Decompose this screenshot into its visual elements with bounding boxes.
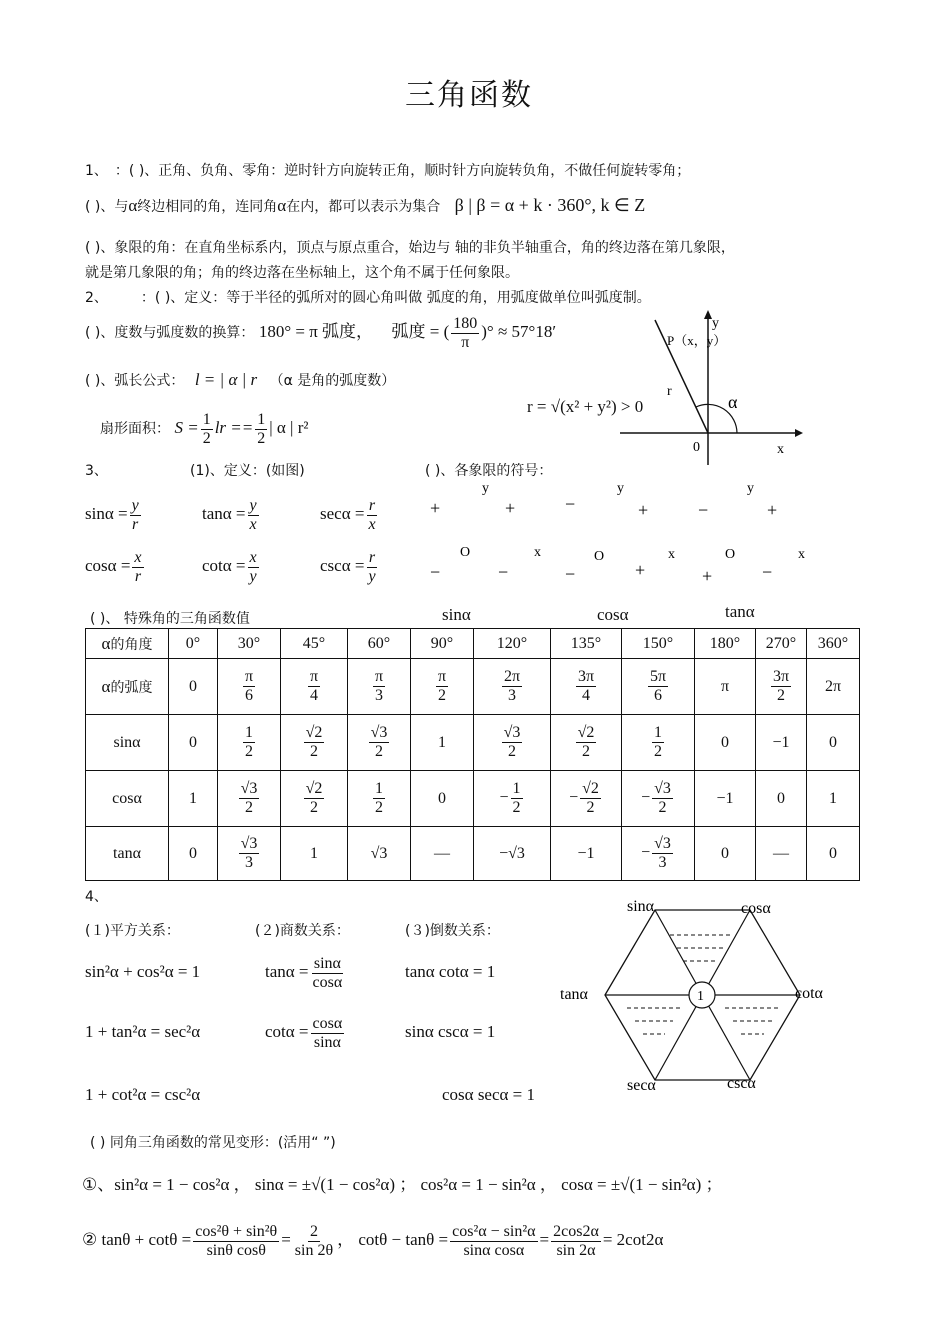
sec1-number: 1、: [85, 163, 101, 179]
table-cell: $\frac{1}{2}$: [348, 771, 411, 827]
table-cell: 150°: [622, 629, 695, 659]
table-cell: $\frac{3\pi}{2}$: [756, 659, 807, 715]
table-cell: − $\frac{√2}{2}$: [551, 771, 622, 827]
sec3-signs-heading: ( )、各象限的符号：: [425, 463, 553, 479]
svg-text:+: +: [430, 498, 441, 518]
hexagon-center-label: 1: [697, 989, 704, 1004]
unit-angle-diagram: [615, 305, 805, 465]
table-cell: −1: [551, 827, 622, 881]
sec2-text3: ( )、弧长公式：: [85, 373, 185, 389]
table-cell: − $\frac{√3}{3}$: [622, 827, 695, 881]
reciprocal-identity-2: sinα cscα = 1: [405, 1022, 496, 1041]
sec1-line1: [85, 160, 690, 180]
table-cell: − $\frac{√3}{2}$: [622, 771, 695, 827]
table-cell: 0: [695, 715, 756, 771]
table-cell: $\frac{3\pi}{4}$: [551, 659, 622, 715]
page-title: 三角函数: [405, 78, 533, 113]
table-cell: 1: [169, 771, 218, 827]
table-row: [86, 659, 860, 715]
y-label: y: [712, 316, 719, 331]
sec2-line2: [85, 312, 556, 353]
sec1-text2a: ( )、与: [85, 199, 129, 215]
table-cell: −1: [695, 771, 756, 827]
hex-cos-label: cosα: [741, 900, 771, 917]
sec2-text1: ：( )、定义：等于半径的弧所对的圆心角叫做 弧度的角，用弧度做单位叫弧度制。: [140, 290, 651, 306]
transform-line-1: ①、sin²α = 1 − cos²α ， sinα = ±√(1 − cos²α) ； cos²α = 1 − sin²α ， cosα = ±√(1 − sin²α) ；: [82, 1175, 723, 1194]
sector-area-alpha: | α | r²: [269, 418, 309, 437]
table-cell: 0: [169, 827, 218, 881]
table-cell: 30°: [218, 629, 281, 659]
table-cell: $\frac{√2}{2}$: [551, 715, 622, 771]
sec2-text2: ( )、度数与弧度数的换算：: [85, 325, 255, 341]
svg-text:−: −: [565, 494, 576, 514]
table-cell: $\frac{√2}{2}$: [281, 715, 348, 771]
svg-text:x: x: [668, 547, 675, 562]
row-label: cosα: [86, 771, 169, 827]
sec2-line3: [85, 370, 395, 390]
quotient-identity-cot: cotα = $\frac{\cos\alpha}{\sin\alpha}$: [265, 1014, 343, 1051]
svg-text:+: +: [635, 560, 646, 580]
table-cell: $\frac{1}{2}$: [218, 715, 281, 771]
table-row: [86, 771, 860, 827]
csc-definition: cscα = $\frac{r}{y}$: [320, 548, 376, 585]
origin-label: 0: [693, 440, 700, 455]
sec1-line3: ( )、象限的角：在直角坐标系内，顶点与原点重合，始边与 轴的非负半轴重合，角的终边落在第几象限，: [85, 240, 735, 256]
sin-definition: sinα = $\frac{y}{r}$: [85, 496, 139, 533]
arc-length-formula: l = | α | r: [194, 370, 258, 389]
row-label: α的角度: [86, 629, 169, 659]
tan-header-label: tanα: [725, 602, 755, 621]
svg-text:x: x: [534, 545, 541, 560]
transform-line-2: ② tanθ + cotθ = $\frac{\text{cos²θ + sin²θ}}{\text{sinθ cosθ}}$ = $\frac{2}{\sin 2\theta}$ ， cotθ − tanθ = $\frac{\text{cos²α − sin²α}}{\text{sinα cosα}}$ = $\frac{2\cos 2\alpha}{\sin 2\alpha}$ = 2cot2α: [82, 1222, 664, 1259]
table-cell: 270°: [756, 629, 807, 659]
x-axis-arrow-icon: [795, 429, 803, 437]
table-cell: √3: [348, 827, 411, 881]
table-cell: $\frac{√3}{3}$: [218, 827, 281, 881]
sector-area-s: S =: [174, 418, 199, 437]
svg-text:O: O: [460, 545, 471, 560]
table-cell: $\frac{\pi}{3}$: [348, 659, 411, 715]
alpha-symbol: α: [277, 196, 287, 215]
table-cell: —: [411, 827, 474, 881]
alpha-symbol: α: [128, 196, 138, 215]
table-cell: 0: [807, 715, 860, 771]
sec1-line2: [85, 195, 645, 216]
table-cell: $\frac{5\pi}{6}$: [622, 659, 695, 715]
table-cell: 0: [756, 771, 807, 827]
table-cell: $\frac{2\pi}{3}$: [474, 659, 551, 715]
svg-text:−: −: [430, 562, 441, 582]
sec3-definition: (1)、定义：(如图): [190, 463, 305, 479]
table-cell: 135°: [551, 629, 622, 659]
radius-formula: r = √(x² + y²) > 0: [527, 397, 644, 416]
table-row: [86, 827, 860, 881]
sec1-text1: ：( )、正角、负角、零角：逆时针方向旋转正角，顺时针方向旋转负角，不做任何旋转零角；: [114, 163, 691, 179]
table-cell: 360°: [807, 629, 860, 659]
svg-text:+: +: [505, 498, 516, 518]
table-cell: 0: [411, 771, 474, 827]
pythagorean-identity-2: 1 + tan²α = sec²α: [85, 1022, 201, 1041]
table-cell: $\frac{1}{2}$: [622, 715, 695, 771]
row-label: α的弧度: [86, 659, 169, 715]
table-cell: 0: [169, 659, 218, 715]
sec1-text2b: 终边相同的角，连同角: [137, 199, 278, 215]
tan-definition: tanα = $\frac{y}{x}$: [202, 496, 257, 533]
x-label: x: [777, 442, 784, 457]
table-cell: − $\frac{1}{2}$: [474, 771, 551, 827]
hexagon-identity-diagram: [555, 890, 845, 1100]
svg-text:−: −: [498, 562, 509, 582]
svg-text:−: −: [698, 500, 709, 520]
angle-label: α: [728, 392, 738, 412]
table-cell: 1: [807, 771, 860, 827]
table-cell: 45°: [281, 629, 348, 659]
table-cell: $\frac{√3}{2}$: [218, 771, 281, 827]
table-cell: 0: [169, 715, 218, 771]
svg-text:y: y: [617, 481, 624, 496]
table-row: [86, 629, 860, 659]
sec2-line4: [100, 408, 308, 449]
rad-deg-b: )° ≈ 57°18′: [481, 322, 557, 341]
table-cell: 0: [695, 827, 756, 881]
hex-tan-label: tanα: [560, 986, 588, 1003]
svg-text:y: y: [747, 481, 754, 496]
tan-quadrant-signs: [698, 481, 805, 586]
special-angles-table: [85, 628, 860, 881]
table-cell: $\frac{√3}{2}$: [474, 715, 551, 771]
svg-text:x: x: [798, 547, 805, 562]
table-cell: −√3: [474, 827, 551, 881]
svg-text:−: −: [762, 562, 773, 582]
sec2-number: 2、: [85, 290, 101, 306]
quadrant-signs-diagrams: [420, 478, 820, 588]
table-cell: −1: [756, 715, 807, 771]
square-relation-heading: (１)平方关系：: [85, 923, 180, 939]
sector-area-lr: lr ==: [214, 418, 254, 437]
cos-definition: cosα = $\frac{x}{r}$: [85, 548, 142, 585]
table-cell: π: [695, 659, 756, 715]
table-cell: —: [756, 827, 807, 881]
svg-text:−: −: [565, 564, 576, 584]
svg-text:+: +: [702, 566, 713, 586]
half-fraction: $\frac{1}{2}$: [257, 410, 266, 447]
hex-csc-label: cscα: [727, 1075, 756, 1092]
pythagorean-identity-3: 1 + cot²α = csc²α: [85, 1085, 201, 1104]
sin-header-label: sinα: [442, 605, 471, 624]
reciprocal-identity-1: tanα cotα = 1: [405, 962, 496, 981]
special-angles-heading: ( )、 特殊角的三角函数值: [90, 611, 250, 627]
cos-header-label: cosα: [597, 605, 629, 624]
table-cell: $\frac{\pi}{6}$: [218, 659, 281, 715]
sec1-text2c: 在内，都可以表示为集合: [286, 199, 441, 215]
svg-text:+: +: [767, 500, 778, 520]
angle-set-formula: β | β = α + k · 360°, k ∈ Z: [454, 195, 646, 215]
table-cell: 2π: [807, 659, 860, 715]
quotient-identity-tan: tanα = $\frac{\sin\alpha}{\cos\alpha}$: [265, 954, 343, 991]
table-cell: 0: [807, 827, 860, 881]
table-cell: 120°: [474, 629, 551, 659]
rad-deg-a: 弧度 = (: [391, 322, 450, 341]
radius-label: r: [667, 384, 672, 399]
sin-quadrant-signs: [430, 481, 541, 582]
row-label: sinα: [86, 715, 169, 771]
cot-definition: cotα = $\frac{x}{y}$: [202, 548, 257, 585]
svg-text:O: O: [594, 549, 605, 564]
svg-text:+: +: [638, 500, 649, 520]
quotient-relation-heading: (２)商数关系：: [255, 923, 350, 939]
sector-area-label: 扇形面积：: [100, 421, 170, 437]
reciprocal-identity-3: cosα secα = 1: [442, 1085, 536, 1104]
sec2-line1: [85, 287, 651, 307]
table-cell: $\frac{√2}{2}$: [281, 771, 348, 827]
deg-rad-conversion: 180° = π 弧度，: [258, 322, 374, 341]
sec1-line4: 就是第几象限的角；角的终边落在坐标轴上，这个角不属于任何象限。: [85, 265, 519, 281]
svg-text:y: y: [482, 481, 489, 496]
table-cell: $\frac{\pi}{4}$: [281, 659, 348, 715]
table-cell: $\frac{√3}{2}$: [348, 715, 411, 771]
sec3-number: 3、: [85, 463, 108, 479]
table-cell: 1: [281, 827, 348, 881]
sec5-heading: ( ) 同角三角函数的常见变形：(活用“ ”): [90, 1135, 336, 1151]
table-row: [86, 715, 860, 771]
sec4-number: 4、: [85, 889, 108, 905]
y-axis-arrow-icon: [704, 310, 712, 319]
point-p-label: P（x，y）: [667, 333, 727, 348]
hex-sin-label: sinα: [627, 898, 655, 915]
cos-quadrant-signs: [565, 481, 675, 584]
table-cell: 180°: [695, 629, 756, 659]
table-cell: 0°: [169, 629, 218, 659]
arc-length-note: （α 是角的弧度数）: [269, 373, 396, 389]
pythagorean-identity-1: sin²α + cos²α = 1: [85, 962, 201, 981]
reciprocal-relation-heading: (３)倒数关系：: [405, 923, 500, 939]
svg-text:O: O: [725, 547, 736, 562]
half-fraction: $\frac{1}{2}$: [202, 410, 211, 447]
hex-cot-label: cotα: [795, 985, 823, 1002]
sec-definition: secα = $\frac{r}{x}$: [320, 496, 376, 533]
rad-deg-fraction: $\frac{180}{\pi}$: [453, 314, 478, 351]
hex-sec-label: secα: [627, 1077, 656, 1094]
table-cell: 90°: [411, 629, 474, 659]
table-cell: $\frac{\pi}{2}$: [411, 659, 474, 715]
table-cell: 60°: [348, 629, 411, 659]
row-label: tanα: [86, 827, 169, 881]
table-cell: 1: [411, 715, 474, 771]
